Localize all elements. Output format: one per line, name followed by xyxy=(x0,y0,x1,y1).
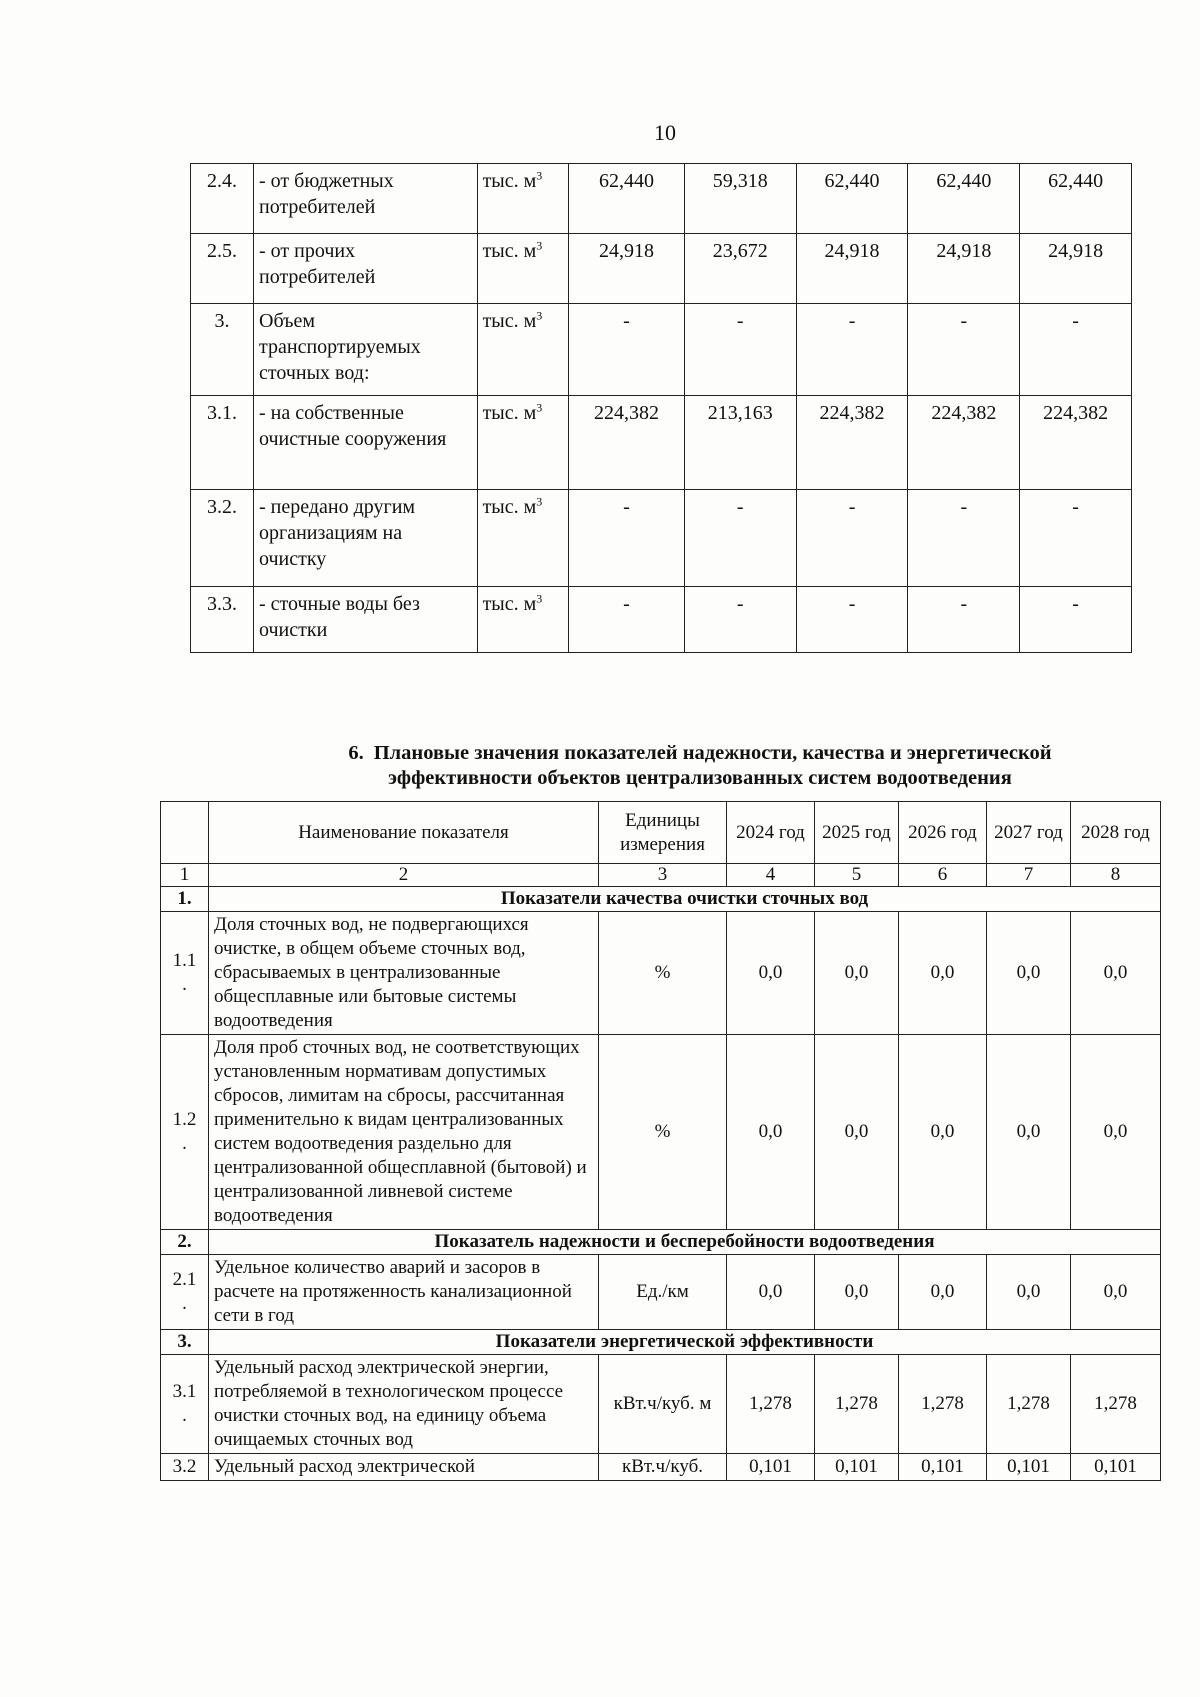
row-name: - от бюджетных потребителей xyxy=(254,164,478,234)
section-row xyxy=(161,1230,1161,1255)
table-row xyxy=(161,912,1161,1035)
unit-superscript: 3 xyxy=(536,494,543,509)
indicators-table xyxy=(160,801,1161,1481)
unit-superscript: 3 xyxy=(536,400,543,415)
unit-text: тыс. м xyxy=(482,170,537,192)
section-row xyxy=(161,887,1161,912)
index-cell: 6 xyxy=(899,864,987,887)
row-value: - xyxy=(569,587,685,653)
row-value: - xyxy=(569,490,685,587)
table-row xyxy=(161,1355,1161,1454)
indicator-value: 0,0 xyxy=(899,1255,987,1330)
index-cell: 3 xyxy=(599,864,727,887)
table-row xyxy=(161,1255,1161,1330)
indicator-name: Удельный расход электрической энергии, потребляемой в технологическом процессе очистки сточных вод, на единицу объема очищаемых сточных вод xyxy=(209,1355,599,1454)
section-number: 3. xyxy=(161,1330,209,1355)
indicator-value: 0,101 xyxy=(899,1454,987,1481)
row-value: 24,918 xyxy=(796,234,908,304)
row-value: - xyxy=(908,490,1020,587)
row-value: - xyxy=(684,587,796,653)
unit-text: тыс. м xyxy=(482,240,537,262)
row-number: 1.1 . xyxy=(161,912,209,1035)
indicator-name: Доля проб сточных вод, не соответствующих установленным нормативам допустимых сбросов, лимитам на сбросы, рассчитанная применительно к видам централизованных систем водоотведения раздельно для централизованной общесплавной (бытовой) и централизованной ливневой системе водоотведения xyxy=(209,1035,599,1230)
header-name: Наименование показателя xyxy=(209,802,599,864)
section-row xyxy=(161,1330,1161,1355)
row-value: 24,918 xyxy=(908,234,1020,304)
row-value: 62,440 xyxy=(1020,164,1132,234)
row-value: - xyxy=(1020,587,1132,653)
indicator-value: 0,101 xyxy=(815,1454,899,1481)
section-title-line-1: Плановые значения показателей надежности, качества и энергетической xyxy=(373,742,1052,764)
section-6-title xyxy=(270,741,1130,791)
indicator-unit: Ед./км xyxy=(599,1255,727,1330)
indicator-value: 0,0 xyxy=(815,1255,899,1330)
row-number: 3.2. xyxy=(191,490,254,587)
indicator-name: Доля сточных вод, не подвергающихся очистке, в общем объеме сточных вод, сбрасываемых в централизованные общесплавные или бытовые системы водоотведения xyxy=(209,912,599,1035)
row-value: - xyxy=(1020,490,1132,587)
index-cell: 4 xyxy=(727,864,815,887)
row-value: - xyxy=(796,490,908,587)
table-row xyxy=(161,1035,1161,1230)
section-title: Показатель надежности и бесперебойности водоотведения xyxy=(209,1230,1161,1255)
row-name: Объем транспортируемых сточных вод: xyxy=(254,304,478,396)
indicator-value: 1,278 xyxy=(1071,1355,1161,1454)
row-value: 24,918 xyxy=(569,234,685,304)
unit-text: тыс. м xyxy=(482,402,537,424)
row-name: - сточные воды без очистки xyxy=(254,587,478,653)
table-row xyxy=(161,1454,1161,1481)
index-cell: 8 xyxy=(1071,864,1161,887)
section-title: Показатели качества очистки сточных вод xyxy=(209,887,1161,912)
indicator-unit: кВт.ч/куб. xyxy=(599,1454,727,1481)
row-unit xyxy=(477,396,568,490)
unit-text: тыс. м xyxy=(482,496,537,518)
header-num xyxy=(161,802,209,864)
row-unit xyxy=(477,164,568,234)
row-value: 224,382 xyxy=(1020,396,1132,490)
row-number: 3.1 . xyxy=(161,1355,209,1454)
unit-superscript: 3 xyxy=(536,308,543,323)
indicator-value: 0,101 xyxy=(987,1454,1071,1481)
row-number: 3.2 xyxy=(161,1454,209,1481)
table-header-row xyxy=(161,802,1161,864)
row-value: - xyxy=(1020,304,1132,396)
row-number: 3.3. xyxy=(191,587,254,653)
row-number: 1.2 . xyxy=(161,1035,209,1230)
table-row xyxy=(191,304,1132,396)
page-number: 10 xyxy=(654,120,676,145)
row-number: 3. xyxy=(191,304,254,396)
row-value: 224,382 xyxy=(569,396,685,490)
indicator-name: Удельное количество аварий и засоров в расчете на протяженность канализационной сети в год xyxy=(209,1255,599,1330)
row-value: - xyxy=(684,490,796,587)
indicator-value: 1,278 xyxy=(899,1355,987,1454)
table-row xyxy=(191,396,1132,490)
indicator-name: Удельный расход электрической xyxy=(209,1454,599,1481)
header-year: 2027 год xyxy=(987,802,1071,864)
section-number: 2. xyxy=(161,1230,209,1255)
index-cell: 1 xyxy=(161,864,209,887)
row-value: - xyxy=(569,304,685,396)
row-value: 62,440 xyxy=(908,164,1020,234)
row-number: 2.5. xyxy=(191,234,254,304)
indicator-value: 0,0 xyxy=(899,1035,987,1230)
indicator-unit: % xyxy=(599,912,727,1035)
indicator-value: 0,0 xyxy=(727,1035,815,1230)
table-row xyxy=(191,234,1132,304)
indicator-value: 0,0 xyxy=(1071,1255,1161,1330)
table-row xyxy=(191,490,1132,587)
section-title-line-2: эффективности объектов централизованных систем водоотведения xyxy=(388,767,1012,789)
indicator-value: 0,0 xyxy=(1071,912,1161,1035)
indicator-value: 1,278 xyxy=(727,1355,815,1454)
column-index-row xyxy=(161,864,1161,887)
index-cell: 7 xyxy=(987,864,1071,887)
unit-superscript: 3 xyxy=(536,168,543,183)
unit-superscript: 3 xyxy=(536,591,543,606)
row-value: 224,382 xyxy=(796,396,908,490)
section-title: Показатели энергетической эффективности xyxy=(209,1330,1161,1355)
row-value: - xyxy=(684,304,796,396)
row-unit xyxy=(477,304,568,396)
indicator-value: 0,0 xyxy=(727,912,815,1035)
row-value: - xyxy=(796,587,908,653)
row-value: 62,440 xyxy=(796,164,908,234)
row-value: - xyxy=(796,304,908,396)
indicator-value: 0,101 xyxy=(727,1454,815,1481)
header-year: 2026 год xyxy=(899,802,987,864)
header-year: 2024 год xyxy=(727,802,815,864)
indicator-value: 0,0 xyxy=(727,1255,815,1330)
section-number: 6. xyxy=(348,742,364,764)
indicator-value: 1,278 xyxy=(815,1355,899,1454)
index-cell: 5 xyxy=(815,864,899,887)
row-number: 3.1. xyxy=(191,396,254,490)
row-name: - от прочих потребителей xyxy=(254,234,478,304)
row-value: 24,918 xyxy=(1020,234,1132,304)
row-value: 224,382 xyxy=(908,396,1020,490)
row-value: - xyxy=(908,587,1020,653)
indicator-value: 0,0 xyxy=(815,1035,899,1230)
row-value: 59,318 xyxy=(684,164,796,234)
indicator-value: 0,0 xyxy=(899,912,987,1035)
indicator-value: 0,0 xyxy=(815,912,899,1035)
row-value: 23,672 xyxy=(684,234,796,304)
indicator-value: 0,101 xyxy=(1071,1454,1161,1481)
header-year: 2028 год xyxy=(1071,802,1161,864)
indicator-value: 0,0 xyxy=(1071,1035,1161,1230)
table-row xyxy=(191,587,1132,653)
table-row xyxy=(191,164,1132,234)
volume-table xyxy=(190,163,1132,653)
unit-superscript: 3 xyxy=(536,238,543,253)
unit-text: тыс. м xyxy=(482,310,537,332)
indicator-value: 1,278 xyxy=(987,1355,1071,1454)
indicator-value: 0,0 xyxy=(987,1255,1071,1330)
header-year: 2025 год xyxy=(815,802,899,864)
row-number: 2.4. xyxy=(191,164,254,234)
row-value: 213,163 xyxy=(684,396,796,490)
row-unit xyxy=(477,587,568,653)
section-number: 1. xyxy=(161,887,209,912)
row-unit xyxy=(477,490,568,587)
row-number: 2.1 . xyxy=(161,1255,209,1330)
row-name: - передано другим организациям на очистку xyxy=(254,490,478,587)
row-unit xyxy=(477,234,568,304)
indicator-value: 0,0 xyxy=(987,912,1071,1035)
row-name: - на собственные очистные сооружения xyxy=(254,396,478,490)
header-unit: Единицы измерения xyxy=(599,802,727,864)
row-value: - xyxy=(908,304,1020,396)
indicator-unit: кВт.ч/куб. м xyxy=(599,1355,727,1454)
row-value: 62,440 xyxy=(569,164,685,234)
index-cell: 2 xyxy=(209,864,599,887)
indicator-value: 0,0 xyxy=(987,1035,1071,1230)
indicator-unit: % xyxy=(599,1035,727,1230)
unit-text: тыс. м xyxy=(482,593,537,615)
